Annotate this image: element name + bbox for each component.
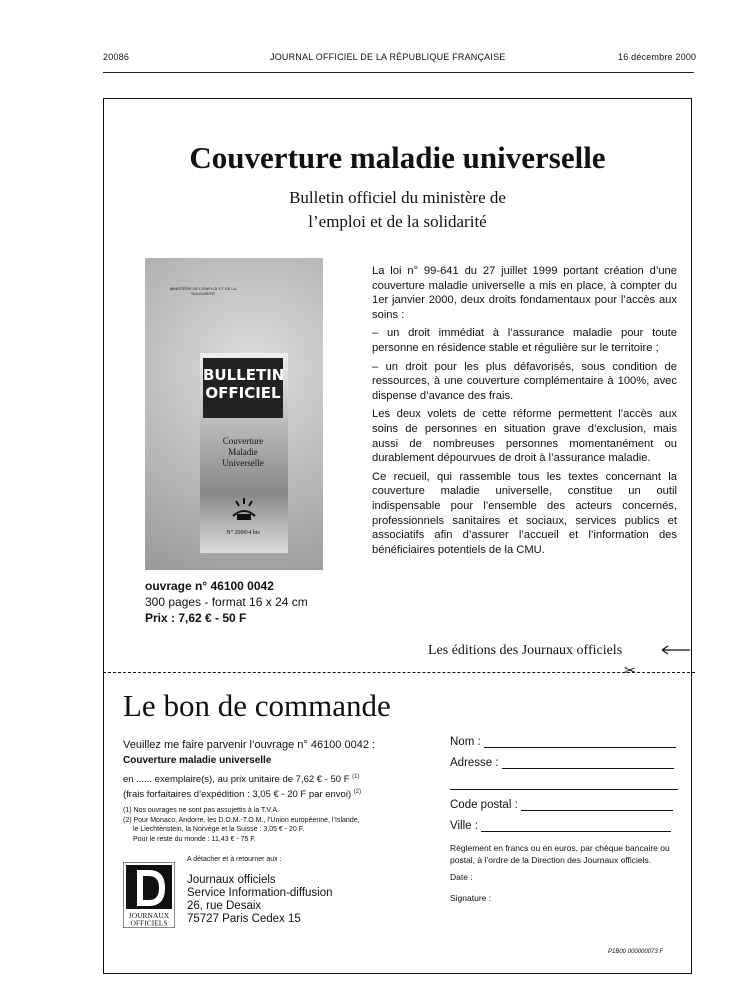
paragraph: – un droit pour les plus défavorisés, sous condition de ressources, à une couverture complémentaire à 100%, avec dispense d’avance des frais.: [372, 360, 677, 402]
book-cover-image: [145, 258, 323, 570]
adresse-label: Adresse :: [450, 757, 499, 769]
ville-row: [450, 820, 690, 841]
ville-field[interactable]: [481, 831, 671, 832]
header-rule: [103, 72, 694, 73]
scissors-icon: ✂: [624, 662, 636, 678]
ad-title: Couverture maladie universelle: [189, 140, 606, 175]
addr-line-2: Service Information-diffusion: [187, 887, 333, 899]
journal-title: JOURNAL OFFICIEL DE LA RÉPUBLIQUE FRANÇAISE: [270, 52, 506, 62]
logo-text-1: JOURNAUX: [128, 911, 170, 920]
order-shipping-note: (2): [353, 789, 362, 796]
book-number: ouvrage n° 46100 0042: [145, 579, 274, 593]
journaux-officiels-logo: [123, 862, 175, 928]
order-book: Couverture maladie universelle: [123, 755, 272, 766]
adresse-field[interactable]: [502, 768, 674, 769]
cover-sub-1: Couverture: [222, 436, 264, 446]
code-postal-field[interactable]: [521, 810, 673, 811]
book-details: [145, 578, 308, 626]
paragraph: Ce recueil, qui rassemble tous les textes concernant la couverture maladie universelle, constitue un outil indispensable pour l’ensemble des acteurs concernés, professionnels sanitaires et sociaux, services publics et associatifs afin d’assurer l’accueil et l’information des bénéficiaires potentiels de la CMU.: [372, 470, 677, 556]
logo-text-2: OFFICIELS: [130, 918, 168, 928]
order-line1: Veuillez me faire parvenir l’ouvrage n° 46100 0042 :: [123, 739, 376, 751]
cut-line: [103, 672, 695, 673]
adresse-row-2: [450, 778, 690, 799]
order-left: [123, 738, 423, 844]
cover-sub-3: Universelle: [222, 458, 264, 468]
paragraph: – un droit immédiat à l’assurance maladie pour toute personne en résidence stable et régulière sur le territoire ;: [372, 327, 677, 354]
reference-code: P1B00 000000073 F: [608, 949, 664, 955]
subtitle-line-2: l’emploi et de la solidarité: [308, 212, 487, 231]
cover-band: [203, 358, 283, 418]
order-title: Le bon de commande: [123, 688, 391, 723]
cover-band-line-1: BULLETIN: [203, 366, 285, 384]
addr-line-4: 75727 Paris Cedex 15: [187, 913, 301, 925]
nom-label: Nom :: [450, 736, 481, 748]
order-shipping-text: (frais forfaitaires d’expédition : 3,05 € - 20 F par envoi): [123, 789, 352, 801]
order-qty-text: en ...... exemplaire(s), au prix unitaire de 7,62 € - 50 F: [123, 774, 350, 786]
footnote-2c: Pour le reste du monde : 11,43 € - 75 F.: [133, 835, 256, 843]
paragraph: Les deux volets de cette réforme permettent l’accès aux soins de personnes en situation grave d’exclusion, mais aussi de nombreuses personnes momentanément ou durablement dépourvues de droit à l’assurance maladie.: [372, 408, 677, 465]
addr-line-1: Journaux officiels: [187, 874, 276, 886]
return-address: [187, 874, 333, 926]
detach-label: A détacher et à retourner aux :: [187, 856, 282, 863]
payment-note: Règlement en francs ou en euros, par chèque bancaire ou postal, à l’ordre de la Direction des Journaux officiels.: [450, 843, 670, 865]
signature-label: Signature :: [450, 893, 492, 903]
arrow-left-icon: [660, 643, 692, 657]
ville-label: Ville :: [450, 820, 478, 832]
nom-field[interactable]: [484, 747, 676, 748]
cover-sub-2: Maladie: [228, 447, 258, 457]
code-postal-row: [450, 799, 690, 820]
ad-body: [372, 264, 677, 561]
cover-band-line-2: OFFICIEL: [205, 384, 281, 402]
footnote-2b: le Liechtenstein, la Norvège et la Suisse : 3,05 € - 20 F.: [133, 826, 305, 834]
book-price: Prix : 7,62 € - 50 F: [145, 611, 247, 625]
footnote-2a: (2) Pour Monaco, Andorre, les D.O.M.-T.O.M., l’Union européenne, l’Islande,: [123, 816, 360, 824]
date-label: Date :: [450, 872, 473, 882]
book-format: 300 pages - format 16 x 24 cm: [145, 595, 308, 609]
cover-ministry: MINISTÈRE DE L'EMPLOI ET DE LA SOLIDARITÉ: [169, 286, 237, 296]
issue-date: 16 décembre 2000: [618, 52, 697, 62]
code-postal-label: Code postal :: [450, 799, 518, 811]
page-number: 20086: [103, 52, 130, 62]
cover-subtitle: [205, 436, 281, 469]
nom-row: [450, 736, 690, 757]
order-right: [450, 736, 690, 841]
cover-number: N° 2000/4 bis: [226, 530, 260, 536]
order-shipping: [123, 786, 423, 801]
footnote-1: (1) Nos ouvrages ne sont pas assujettis à la T.V.A.: [123, 807, 280, 815]
ad-subtitle: [103, 186, 692, 234]
order-qty: [123, 771, 423, 786]
order-qty-note: (1): [352, 774, 360, 780]
adresse-row: [450, 757, 690, 778]
addr-line-3: 26, rue Desaix: [187, 900, 262, 912]
cmu-logo-icon: [229, 494, 259, 524]
editions-label: Les éditions des Journaux officiels: [428, 643, 623, 658]
adresse-field-2[interactable]: [450, 789, 678, 790]
paragraph: La loi n° 99-641 du 27 juillet 1999 portant création d’une couverture maladie universelle a mis en place, à compter du 1er janvier 2000, deux droits fondamentaux pour l’accès aux soins :: [372, 265, 677, 321]
subtitle-line-1: Bulletin officiel du ministère de: [289, 188, 506, 207]
